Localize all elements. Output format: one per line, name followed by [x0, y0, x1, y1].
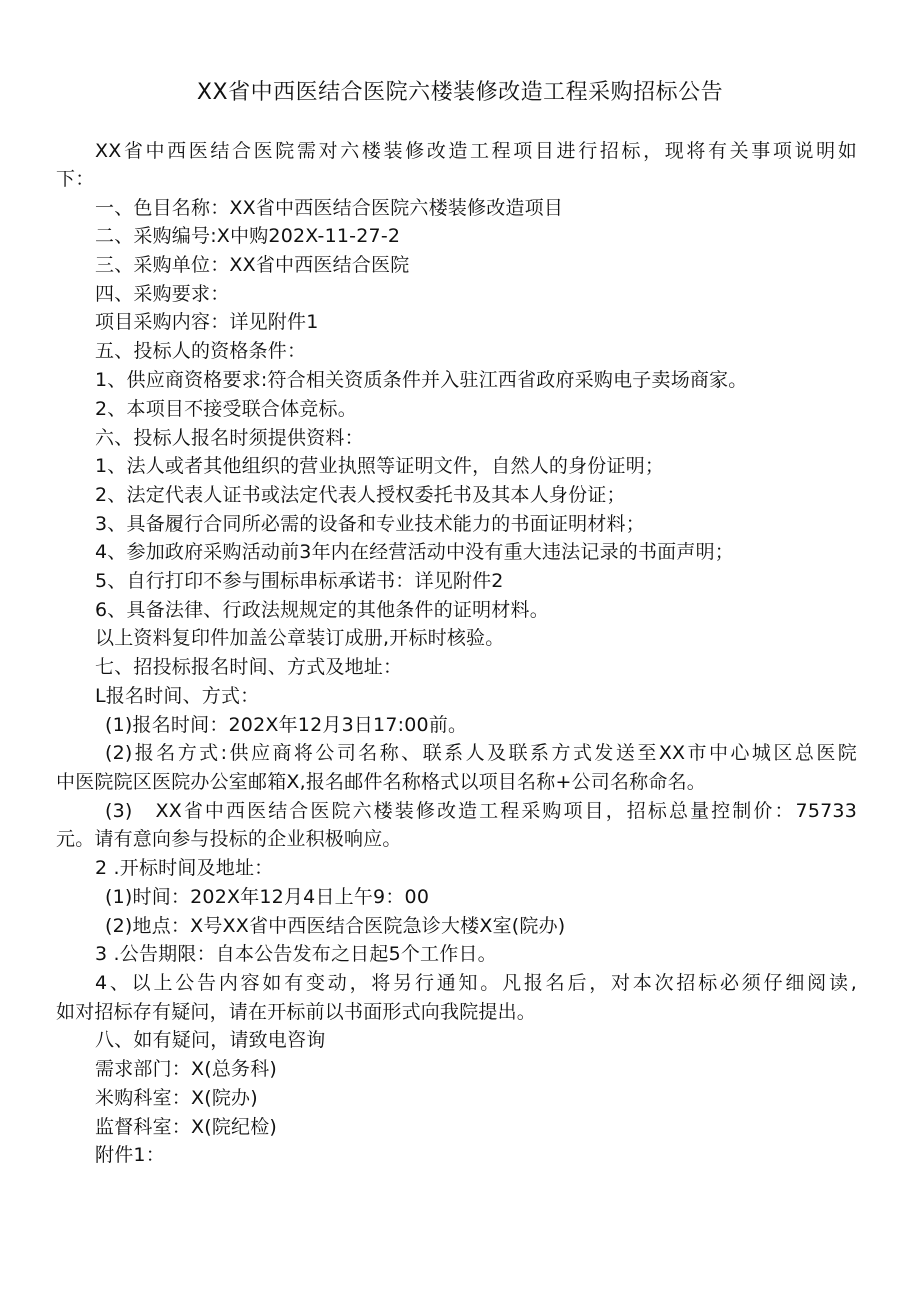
subsection-heading: 3 .公告期限：自本公告发布之日起5个工作日。: [95, 943, 497, 965]
list-item: 3、具备履行合同所必需的设备和专业技术能力的书面证明材料；: [95, 513, 645, 535]
subsection-heading: 4、以上公告内容如有变动，将另行通知。凡报名后，对本次招标必须仔细阅读,: [95, 972, 857, 994]
list-item: 4、参加政府采购活动前3年内在经营活动中没有重大违法记录的书面声明；: [95, 541, 734, 563]
section-heading: 二、采购编号:X中购202X-11-27-2: [95, 225, 401, 247]
subsection-heading: L报名时间、方式：: [95, 685, 260, 707]
list-item: (2)报名方式:供应商将公司名称、联系人及联系方式发送至XX市中心城区总医院: [105, 742, 857, 764]
attachment-label: 附件1：: [95, 1144, 165, 1166]
body-line: 如对招标存有疑问，请在开标前以书面形式向我院提出。: [56, 1001, 537, 1023]
section-heading: 三、采购单位：XX省中西医结合医院: [95, 254, 410, 276]
contact-line: 监督科室：X(院纪检): [95, 1116, 278, 1138]
list-item: 1、供应商资格要求:符合相关资质条件并入驻江西省政府采购电子卖场商家。: [95, 369, 748, 391]
subsection-heading: 2 .开标时间及地址：: [95, 857, 274, 879]
list-item: (2)地点：X号XX省中西医结合医院急诊大楼X室(院办): [105, 915, 566, 937]
contact-line: 米购科室：X(院办): [95, 1087, 258, 1109]
body-line: 下：: [56, 168, 95, 190]
list-item: 5、自行打印不参与围标串标承诺书：详见附件2: [95, 570, 504, 592]
list-item: 6、具备法律、行政法规规定的其他条件的证明材料。: [95, 599, 549, 621]
document-title: XX省中西医结合医院六楼装修改造工程采购招标公告: [196, 80, 724, 105]
list-item: 1、法人或者其他组织的营业执照等证明文件，自然人的身份证明；: [95, 455, 665, 477]
list-item: (1)时间：202X年12月4日上午9：00: [105, 886, 430, 908]
section-heading: 七、招投标报名时间、方式及地址：: [95, 656, 403, 678]
body-line: 项目采购内容：详见附件1: [95, 311, 319, 333]
section-heading: 八、如有疑问，请致电咨询: [95, 1029, 326, 1051]
contact-line: 需求部门：X(总务科): [95, 1058, 278, 1080]
section-heading: 一、色目名称：XX省中西医结合医院六楼装修改造项目: [95, 197, 564, 219]
body-line: 以上资料复印件加盖公章装订成册,开标时核验。: [95, 627, 505, 649]
section-heading: 五、投标人的资格条件：: [95, 340, 307, 362]
body-line: XX省中西医结合医院需对六楼装修改造工程项目进行招标，现将有关事项说明如: [95, 140, 857, 162]
list-item: 2、本项目不接受联合体竞标。: [95, 398, 357, 420]
section-heading: 六、投标人报名时须提供资料：: [95, 427, 364, 449]
list-item: (1)报名时间：202X年12月3日17:00前。: [105, 714, 468, 736]
section-heading: 四、采购要求：: [95, 283, 230, 305]
list-item: (3) XX省中西医结合医院六楼装修改造工程采购项目，招标总量控制价：75733: [105, 800, 857, 822]
list-item: 2、法定代表人证书或法定代表人授权委托书及其本人身份证；: [95, 484, 626, 506]
body-line: 元。请有意向参与投标的企业积极响应。: [56, 828, 402, 850]
body-line: 中医院院区医院办公室邮箱X,报名邮件名称格式以项目名称+公司名称命名。: [56, 771, 706, 793]
